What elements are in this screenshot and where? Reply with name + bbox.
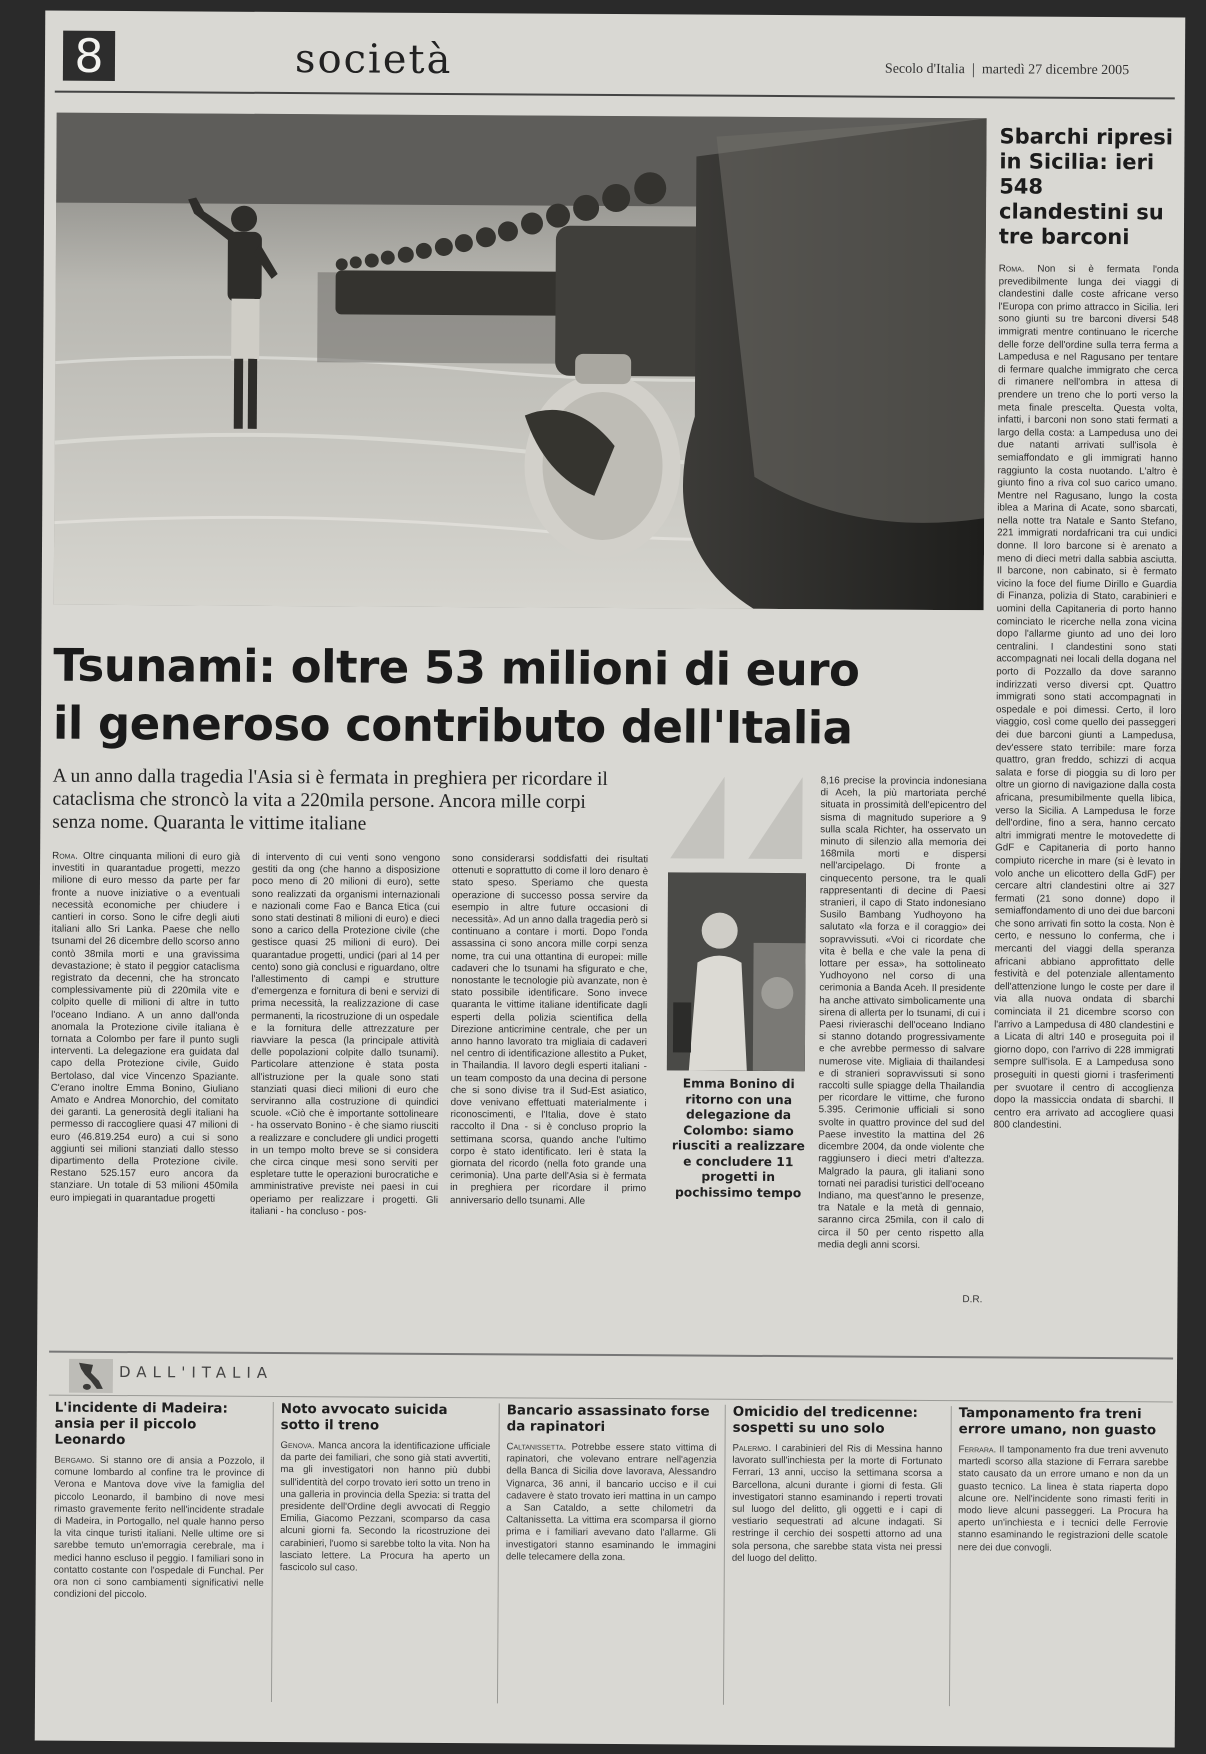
brief-text: Manca ancora la identificazione ufficiale da parte dei familiari, che sono già stati avvertiti, ma gli investigatori non hanno più dubbi sull'identità del corpo trovato ieri sotto un treno in una galleria in provincia della Spezia: si tratta del presidente dell'Ordine degli avvocati di Reggio Emilia, Giacomo Pezzani, scomparso da casa alcuni giorni fa. Secondo la ricostruzione dei carabinieri, l'uomo si sarebbe tolto la vita. Non ha lasciato lettere. La Procura ha aperto un fascicolo sul caso. xyxy=(279,1440,491,1574)
brief-dateline: Ferrara. xyxy=(958,1444,997,1456)
article-column-2-text: di intervento di cui venti sono vengono gestiti da ong (che hanno a disposizione poco meno di 20 milioni di euro), sette sono realizzati da organismi internazionali e nazionali come Fao e Banca Etica (cui sono stati destinati 8 milioni di euro) e dieci sono a carico della Protezione civile (che gestisce quasi 25 milioni di euro). Dei quarantadue progetti, undici (pari al 14 per cento) sono già conclusi e riguardano, oltre l'allestimento di campi e strutture d'emergenza e fornitura di beni e servizi di prima necessità, la realizzazione di case permanenti, la ricostruzione di un ospedale e la fornitura delle attrezzature per riavviare la pesca (la principale attività delle popolazioni colpite dallo tsunami). Particolare attenzione è stata posta all'istruzione per la quale sono stati stanziati quasi dieci milioni di euro che serviranno alla costruzione di quindici scuole. «Ciò che è importante sottolineare - ha osservato Bonino - è che siamo riusciti a realizzare e concludere gli undici progetti in un tempo molto breve se si considera che circa cinque mesi sono serviti per espletare tutte le operazioni burocratiche e amministrative previste nei paesi in cui operiamo per realizzare i progetti. Gli italiani - ha concluso - pos- xyxy=(249,851,441,1218)
brief-item xyxy=(732,1405,943,1566)
brief-title: Noto avvocato suicida sotto il treno xyxy=(280,1401,448,1434)
article-column-1 xyxy=(50,851,240,1206)
sidebar-article xyxy=(993,124,1179,1133)
sidebar-headline: Sbarchi ripresi in Sicilia: ieri 548 clandestini su tre barconi xyxy=(998,124,1174,250)
brief-dateline: Palermo. xyxy=(732,1442,772,1454)
brief-item xyxy=(958,1406,1169,1555)
standfirst: A un anno dalla tragedia l'Asia si è fermata in preghiera per ricordare il cataclisma che stroncò la vita a 220mila persone. Ancora mille corpi senza nome. Quaranta le vittime italiane xyxy=(52,765,608,835)
brief-title: Omicidio del tredicenne: sospetti su uno solo xyxy=(732,1404,918,1437)
portrait-photo xyxy=(667,872,806,1071)
brief-text: Si stanno ore di ansia a Pozzolo, il comune lombardo al confine tra le province di Verona e Mantova dove vive la famiglia del piccolo Leonardo, il bambino di nove mesi rimasto gravemente ferito nell'incidente stradale di Madeira, in Portogallo, nel quale hanno perso la vita cinque turisti italiani. Nelle ultime ore si sarebbe temuto un'emorragia cerebrale, ma i medici hanno escluso il peggio. I familiari sono in contatto costante con l'ospedale di Funchal. Per ora non ci sono cambiamenti significativi nelle condizioni del piccolo. xyxy=(53,1454,265,1601)
page-number: 8 xyxy=(63,31,115,81)
header-rule xyxy=(55,91,1175,100)
photo-illustration xyxy=(54,113,987,611)
brief-item xyxy=(280,1402,491,1576)
article-column-4-text: 8,16 precise la provincia indonesiana di Aceh, la più martoriata perché situata in prossimità dell'epicentro del sisma di magnitudo superiore a 9 sulla scala Richter, ha osservato un minuto di silenzio alla memoria dei 168mila morti e dispersi nell'arcipelago. Di fronte a cinquecento persone, tra le quali rappresentanti di decine di Paesi stranieri, il capo di Stato indonesiano Susilo Bambang Yudhoyono ha salutato «la forza e il coraggio» dei sopravvissuti. «Voi ci ricordate che vita è bella e che vale la pena di lottare per essa», ha sottolineato Yudhoyono nel corso di una cerimonia a Banda Aceh. Il presidente ha anche attivato simbolicamente una sirena di allerta per lo tsunami, di cui i Paesi rivieraschi dell'oceano Indiano si stanno dotando progressivamente e che avrebbe permesso di salvare numerose vite. Migliaia di thailandesi e di stranieri sopravvissuti si sono raccolti sulle spiagge della Thailandia per ricordare le vittime, che furono 5.395. Cerimonie ufficiali si sono svolte in quattro province del sud del Paese investito la mattina del 26 dicembre 2004, da onde violente che raggiunsero i dieci metri d'altezza. Malgrado la paura, gli italiani sono tornati nei paradisi turistici dell'oceano Indiano, ma quest'anno le presenze, tra Natale e la metà di gennaio, saranno circa 25mila, con il calo di circa il 50 per cento rispetto alla media degli anni scorsi. xyxy=(817,775,987,1251)
portrait-caption: Emma Bonino di ritorno con una delegazione da Colombo: siamo riusciti a realizzare e concludere 11 progetti in pochissimo tempo xyxy=(671,1076,805,1200)
brief-item xyxy=(506,1403,717,1564)
sidebar-dateline: Roma. xyxy=(998,263,1025,275)
headline-line-2: il generoso contributo dell'Italia xyxy=(52,696,853,755)
briefs-top-rule xyxy=(49,1351,1173,1360)
briefs-section-label: DALL'ITALIA xyxy=(118,1363,274,1382)
brief-item xyxy=(54,1401,265,1603)
article-column-3 xyxy=(450,853,648,1208)
brief-text: I carabinieri del Ris di Messina hanno lavorato sull'inchiesta per la morte di Fortunato Ferrari, 13 anni, ucciso la settimana scorsa a Barcellona, alcuni durante i giorni di festa. Gli investigatori stanno esaminando i reperti trovati sul luogo del delitto, gli oggetti e i capi di vestiario sequestrati ad alcune indagati. Si restringe il cerchio dei sospetti attorno ad una sola persona, che sarebbe stata vista nei pressi del luogo del delitto. xyxy=(731,1442,943,1565)
brief-text: Potrebbe essere stato vittima di rapinatori, che volevano entrare nell'agenzia della Banca di Sicilia dove lavorava, Alessandro Vignarca, 36 anni, il bancario ucciso e il cui cadavere è stato trovato ieri mattina in un campo a San Cataldo, a sette chilometri da Caltanissetta. La vittima era scomparsa il giorno prima e i familiari avevano dato l'allarme. Gli investigatori stanno esaminando le immagini delle telecamere della zona. xyxy=(505,1441,717,1563)
brief-separator xyxy=(271,1402,274,1702)
portrait-illustration xyxy=(667,872,806,1071)
brief-title: Tamponamento fra treni errore umano, non guasto xyxy=(958,1406,1157,1439)
brief-dateline: Bergamo. xyxy=(54,1454,95,1466)
brief-dateline: Caltanissetta. xyxy=(506,1441,567,1453)
newspaper-name: Secolo d'Italia xyxy=(884,61,965,78)
article-column-2 xyxy=(250,852,440,1219)
issue-date: martedì 27 dicembre 2005 xyxy=(981,62,1130,79)
masthead xyxy=(885,62,1129,79)
brief-separator xyxy=(949,1406,952,1706)
author-signature: D.R. xyxy=(962,1294,983,1306)
sidebar-text: Non si è fermata l'onda prevedibilmente lunga dei viaggi di clandestini dalle coste africane verso l'Europa con primo attracco in Sicilia. Ieri sono giunti su tre barconi diversi 548 immigrati mentre continuano le ricerche delle forze dell'ordine sulla terra ferma a Lampedusa e nel Ragusano per tentare di fermare qualche immigrato che cerca di rimanere nell'ombra in attesa di prendere un treno che lo porti verso la meta finale prescelta. Questa volta, infatti, i barconi non sono stati fermati a largo della costa: a Lampedusa uno dei due natanti arrivati sull'isola è semiaffondato e gli immigrati hanno raggiunto la costa nuotando. L'altro è giunto fino a riva col suo carico umano. Mentre nel Ragusano, lungo la costa iblea a Marina di Acate, sono sbarcati, nella notte tra Natale e Santo Stefano, 221 immigrati nordafricani tra cui undici donne. Il loro barcone si è arenato a meno di dieci metri dalla sabbia asciutta. Il barcone, non cabinato, si è fermato vicino la foce del fiume Dirillo e Guardia di Finanza, polizia di Stato, carabinieri e uomini della Capitaneria di porto hanno cominciato le ricerche nella zona vicina dopo l'allarme giunto ad uno dei loro centralini. I clandestini sono stati accompagnati nei locali della dogana nel porto di Pozzallo da dove saranno indirizzati verso diversi cpt. Quattro immigrati sono stati accompagnati in ospedale e poi dimessi. Certo, il loro viaggio, così come quello dei passeggeri dei due barconi giunti a Lampedusa, dev'essere stato terribile: mare forza quattro, gran freddo, schizzi di acqua salata e forse di pioggia su di loro per oltre un giorno di navigazione dalla costa africana, presumibilmente quella libica, verso la Sicilia. A Lampedusa le forze dell'ordine, fino a sera, hanno cercato altri immigrati mentre le motovedette di GdF e Capitaneria di porto hanno compiuto ricerche in mare (si è levato in volo anche un elicottero della GdF) per cercare altri clandestini oltre ai 327 fermati (21 sono donne) dopo il semiaffondamento di uno dei due barconi che sono arrivati fin sotto la costa. Non è certo, e nessuno lo conferma, che i mercanti del viaggi della speranza africani abbiano approfittato delle festività e del potenziale allentamento dell'attenzione lungo le coste per dare il via alla nuova ondata di sbarchi cominciata il 21 dicembre scorso con l'arrivo a Lampedusa di 480 clandestini e a Licata di altri 140 e proseguita poi il giorno dopo, con l'arrivo di 228 immigrati sempre sull'isola. E a Lampedusa sono proseguiti in questi giorni i trasferimenti per svuotare il centro di accoglienza dopo la massiccia ondata di sbarchi. Il centro era arrivato ad accogliere quasi 800 clandestini. xyxy=(993,263,1179,1132)
quote-mark-left-icon xyxy=(662,776,732,858)
brief-title: Bancario assassinato forse da rapinatori xyxy=(506,1403,710,1435)
article-column-3-text: sono considerarsi soddisfatti dei risultati ottenuti e soprattutto di come il loro denaro è stato speso. Speriamo che questa operazione di successo possa servire da esempio in altre future occasioni di necessità». Ad un anno dalla tragedia però si continuano a contare i morti. Dopo l'onda assassina ci sono ancora mille corpi senza nome, tra cui una ottantina di europei: mille cadaveri che lo tsunami ha sfigurato e che, nonostante le tecnologie più avanzate, non è stato possibile identificare. Sono invece quaranta le vittime italiane identificate dagli esperti della polizia scientifica della Direzione anticrimine centrale, che per un anno hanno lavorato tra migliaia di cadaveri nel centro di identificazione allestito a Puket, in Thailandia. Il lavoro degli esperti italiani - un team composto da una decina di persone che si sono divise tra il Sud-Est asiatico, dove venivano effettuati materialmente i riconoscimenti, e l'Italia, dove è stato raccolto il Dna - si è concluso proprio la settimana scorsa, quando anche l'ultimo corpo è stato identificato. Ieri è stata la giornata del ricordo (nella foto grande una cerimonia). Una parte dell'Asia si è fermata in preghiera per ricordare il primo anniversario dello tsunami. Alle xyxy=(450,853,649,1207)
italy-map-icon xyxy=(69,1359,113,1393)
section-title: società xyxy=(294,36,453,84)
article-column-1-text: Oltre cinquanta milioni di euro già investiti in quarantadue progetti, mezzo milione di euro messo da parte per far fronte a nuove iniziative o a eventuali necessità economiche per chiudere i cantieri in corso. Sono le cifre degli aiuti italiani allo Sri Lanka. Paese che nello tsunami del 26 dicembre dello scorso anno contò 38mila morti e una gravissima devastazione; è stato il peggior cataclisma registrato da decenni, che ha stroncato complessivamente più di 220mila vite e colpito quelle di milioni di altre in tutto l'oceano Indiano. A un anno dall'onda anomala la Protezione civile italiana è tornata a Colombo per fare il punto sugli interventi. La delegazione era guidata dal capo della Protezione civile, Guido Bertolaso, dal vice Vincenzo Spaziante. C'erano inoltre Emma Bonino, Giuliano Amato e Andrea Monorchio, del comitato dei garanti. La generosità degli italiani ha permesso di raccogliere quasi 47 milioni di euro (46.819.254 euro) a cui si sono aggiunti sei milioni stanziati dallo stesso dipartimento della Protezione civile. Restano 525.157 euro ancora da stanziare. Un totale di 53 milioni 450mila euro impiegati in quarantadue progetti xyxy=(50,850,241,1205)
headline-line-1: Tsunami: oltre 53 milioni di euro xyxy=(53,638,860,697)
brief-title: L'incidente di Madeira: ansia per il piccolo Leonardo xyxy=(54,1400,228,1449)
article-column-4 xyxy=(818,775,987,1252)
main-photo xyxy=(54,113,987,611)
main-headline xyxy=(53,637,984,759)
brief-text: Il tamponamento fra due treni avvenuto martedì scorso alla stazione di Ferrara sarebbe stato causato da un errore umano e non da un guasto tecnico. La linea è stata riaperta dopo alcune ore. Nell'incidente sono rimasti feriti in modo lieve alcuni passeggeri. La Procura ha aperto un'inchiesta e i tecnici delle Ferrovie stanno esaminando le registrazioni delle scatole nere dei due convogli. xyxy=(957,1444,1169,1554)
quote-mark-right-icon xyxy=(740,777,810,859)
article-dateline: Roma. xyxy=(52,850,78,862)
brief-separator xyxy=(723,1405,726,1705)
brief-dateline: Genova. xyxy=(280,1439,315,1452)
sidebar-body xyxy=(993,263,1178,1133)
brief-separator xyxy=(497,1403,500,1703)
masthead-separator xyxy=(973,63,974,77)
newspaper-page xyxy=(35,11,1186,1748)
